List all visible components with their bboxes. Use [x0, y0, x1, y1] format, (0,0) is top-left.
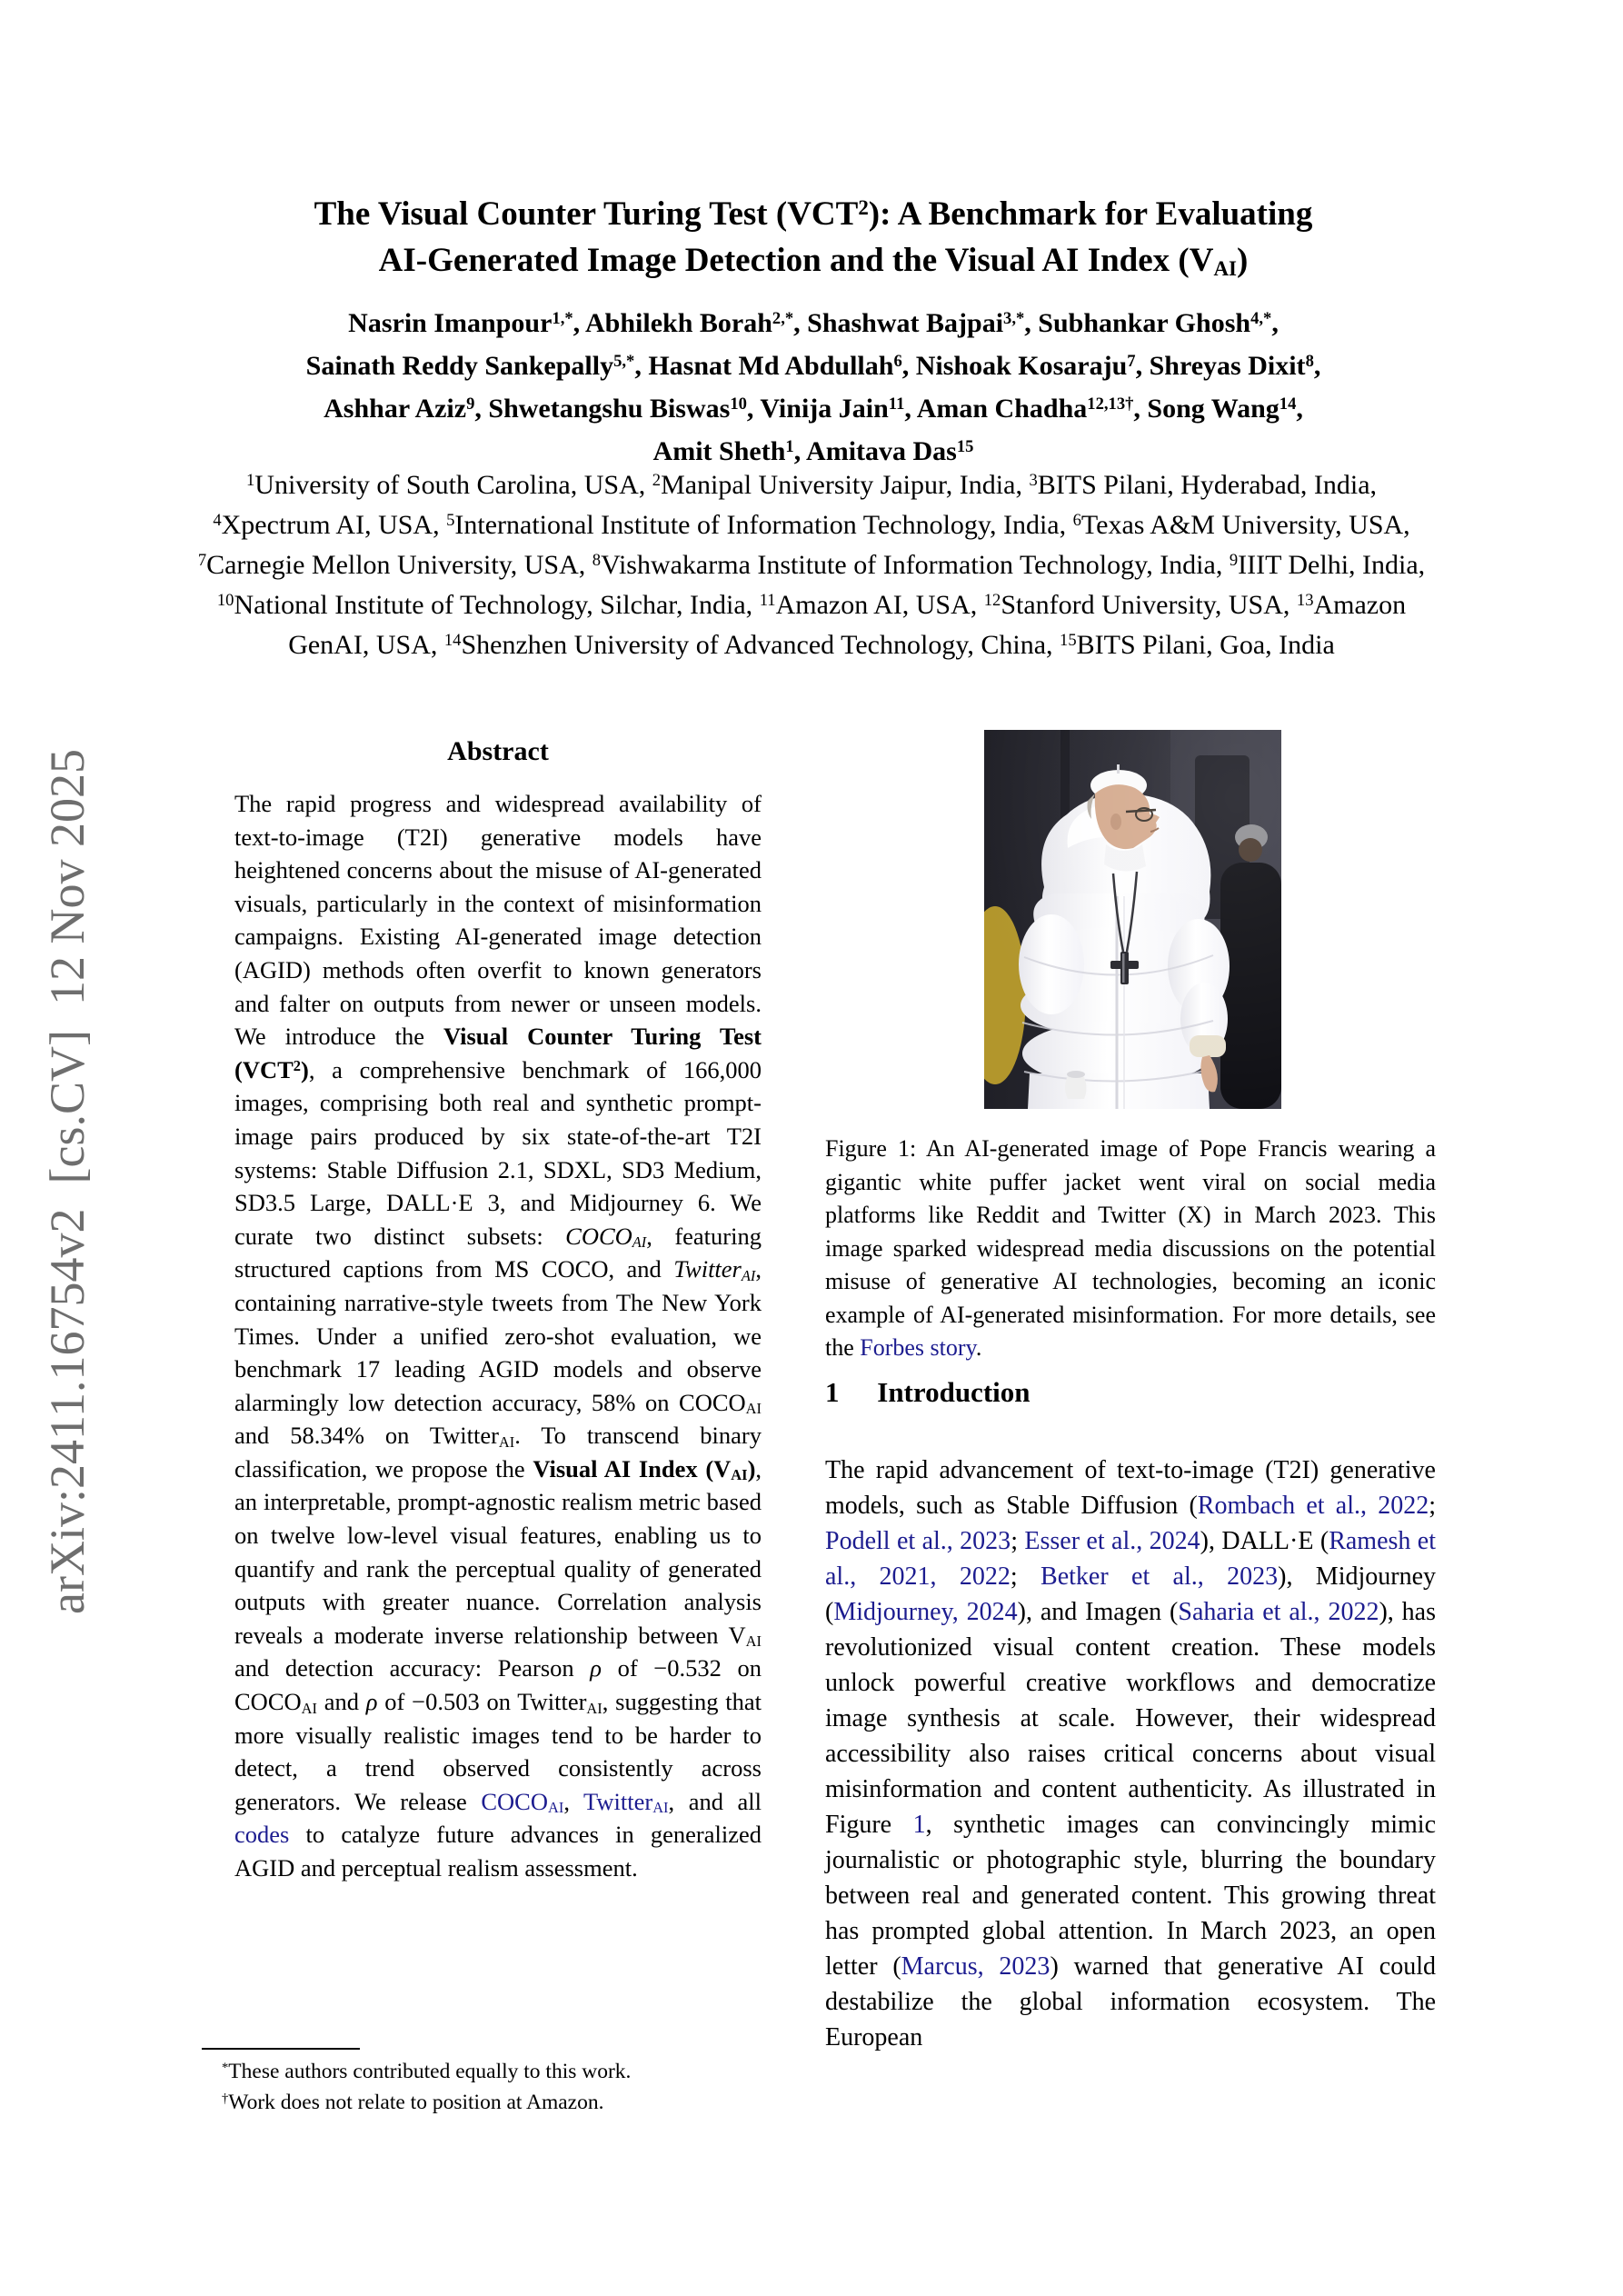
- link[interactable]: Ramesh et al., 2021, 2022: [825, 1527, 1437, 1591]
- link[interactable]: Betker et al., 2023: [1041, 1562, 1279, 1591]
- abstract-text: The rapid progress and widespread availability of text-to-image (T2I) generative models have heightened concerns about the misuse of AI-generated visuals, particularly in the context of misinformation campaigns. Existing AI-generated image detection (AGID) methods often overfit to known generators and falter on outputs from newer or unseen models. We introduce the Visual Counter Turing Test (VCT$^2$), a comprehensive benchmark of 166,000 images, comprising both real and synthetic prompt-image pairs produced by six state-of-the-art T2I systems: Stable Diffusion 2.1, SDXL, SD3 Medium, SD3.5 Large, DALL·E 3, and Midjourney 6. We curate two distinct subsets: COCOAI, featuring structured captions from MS COCO, and TwitterAI, containing narrative-style tweets from The New York Times. Under a unified zero-shot evaluation, we benchmark 17 leading AGID models and observe alarmingly low detection accuracy, 58% on COCOAI and 58.34% on TwitterAI. To transcend binary classification, we propose the Visual AI Index (VAI), an interpretable, prompt-agnostic realism metric based on twelve low-level visual features, enabling us to quantify and rank the perceptual quality of generated outputs with greater nuance. Correlation analysis reveals a moderate inverse relationship between VAI and detection accuracy: Pearson ρ of −0.532 on COCOAI and ρ of −0.503 on TwitterAI, suggesting that more visually realistic images tend to be harder to detect, a trend observed consistently across generators. We release COCOAI, TwitterAI, and all codes to catalyze future advances in generalized AGID and perceptual realism assessment.: [234, 790, 762, 1882]
- affiliations: $^1$University of South Carolina, USA, $^2$Manipal University Jaipur, India, $^3$BITS Pilani, Hyderabad, India, $^4$Xpectrum AI, USA, $^5$International Institute of Information Technology, India, $^6$Texas A&M University, USA, $^7$Carnegie Mellon University, USA, $^8$Vishwakarma Institute of Information Technology, India, $^9$IIIT Delhi, India, $^{10}$National Institute of Technology, Silchar, India, $^{11}$Amazon AI, USA, $^{12}$Stanford University, USA, $^{13}$Amazon GenAI, USA, $^{14}$Shenzhen University of Advanced Technology, China, $^{15}$BITS Pilani, Goa, India: [197, 470, 1426, 660]
- footnote-amazon: †Work does not relate to position at Amazon.: [222, 2091, 604, 2114]
- section-1-heading: [825, 1376, 1436, 1409]
- link[interactable]: Forbes story: [860, 1334, 976, 1361]
- paper-title: [127, 191, 1499, 284]
- introduction-text: The rapid advancement of text-to-image (T2I) generative models, such as Stable Diffusion (Rombach et al., 2022; Podell et al., 2023; Esser et al., 2024), DALL·E (Ramesh et al., 2021, 2022; Betker et al., 2023), Midjourney (Midjourney, 2024), and Imagen (Saharia et al., 2022), has revolutionized visual content creation. These models unlock powerful creative workflows and democratize image synthesis at scale. However, their widespread accessibility also raises critical concerns about visual misinformation and content authenticity. As illustrated in Figure 1, synthetic images can convincingly mimic journalistic or photographic style, blurring the boundary between real and generated content. This growing threat has prompted global attention. In March 2023, an open letter (Marcus, 2023) warned that generative AI could destabilize the global information ecosystem. The European: [825, 1456, 1437, 2051]
- link[interactable]: Podell et al., 2023: [825, 1527, 1011, 1555]
- footnote-divider: [202, 2048, 360, 2050]
- abstract-heading: Abstract: [447, 736, 549, 766]
- pope-puffer-jacket-image: [984, 730, 1281, 1109]
- link[interactable]: Midjourney, 2024: [833, 1598, 1018, 1626]
- arxiv-watermark: arXiv:2411.16754v2 [cs.CV] 12 Nov 2025: [40, 749, 95, 1614]
- figure1-caption: Figure 1: An AI-generated image of Pope Francis wearing a gigantic white puffer jacket went viral on social media platforms like Reddit and Twitter (X) in March 2023. This image sparked widespread media discussions on the potential misuse of generative AI technologies, becoming an iconic example of AI-generated misinformation. For more details, see the Forbes story.: [825, 1135, 1436, 1361]
- section-title: Introduction: [877, 1376, 1031, 1408]
- link[interactable]: Rombach et al., 2022: [1197, 1492, 1429, 1520]
- link[interactable]: codes: [234, 1821, 290, 1849]
- link[interactable]: AI: [548, 1799, 564, 1817]
- figure1: [984, 730, 1281, 1109]
- author-line: Nasrin Imanpour$^{1,*}$, Abhilekh Borah$^{2,*}$, Shashwat Bajpai$^{3,*}$, Subhankar Ghosh$^{4,*}$,: [348, 308, 1279, 338]
- author-line: Sainath Reddy Sankepally$^{5,*}$, Hasnat Md Abdullah$^6$, Nishoak Kosaraju$^7$, Shreyas Dixit$^8$,: [305, 351, 1321, 381]
- author-line: Ashhar Aziz$^9$, Shwetangshu Biswas$^{10}$, Vinija Jain$^{11}$, Aman Chadha$^{12,13\dagger}$, Song Wang$^{14}$,: [324, 394, 1303, 424]
- link[interactable]: Saharia et al., 2022: [1178, 1598, 1379, 1626]
- title-line-1: The Visual Counter Turing Test (VCT$^2$): A Benchmark for Evaluating: [314, 195, 1313, 233]
- link[interactable]: COCO: [481, 1787, 548, 1815]
- link[interactable]: Marcus, 2023: [901, 1952, 1050, 1981]
- link[interactable]: Twitter: [583, 1787, 653, 1815]
- title-line-2: AI-Generated Image Detection and the Visual AI Index (VAI): [378, 242, 1249, 281]
- author-list: [127, 302, 1499, 473]
- link[interactable]: 1: [912, 1811, 926, 1839]
- section-number: 1: [825, 1376, 840, 1408]
- link[interactable]: Esser et al., 2024: [1024, 1527, 1200, 1555]
- author-line: Amit Sheth$^1$, Amitava Das$^{15}$: [652, 436, 974, 466]
- link[interactable]: AI: [652, 1799, 669, 1817]
- footnote-equal-contribution: *These authors contributed equally to this work.: [222, 2060, 632, 2083]
